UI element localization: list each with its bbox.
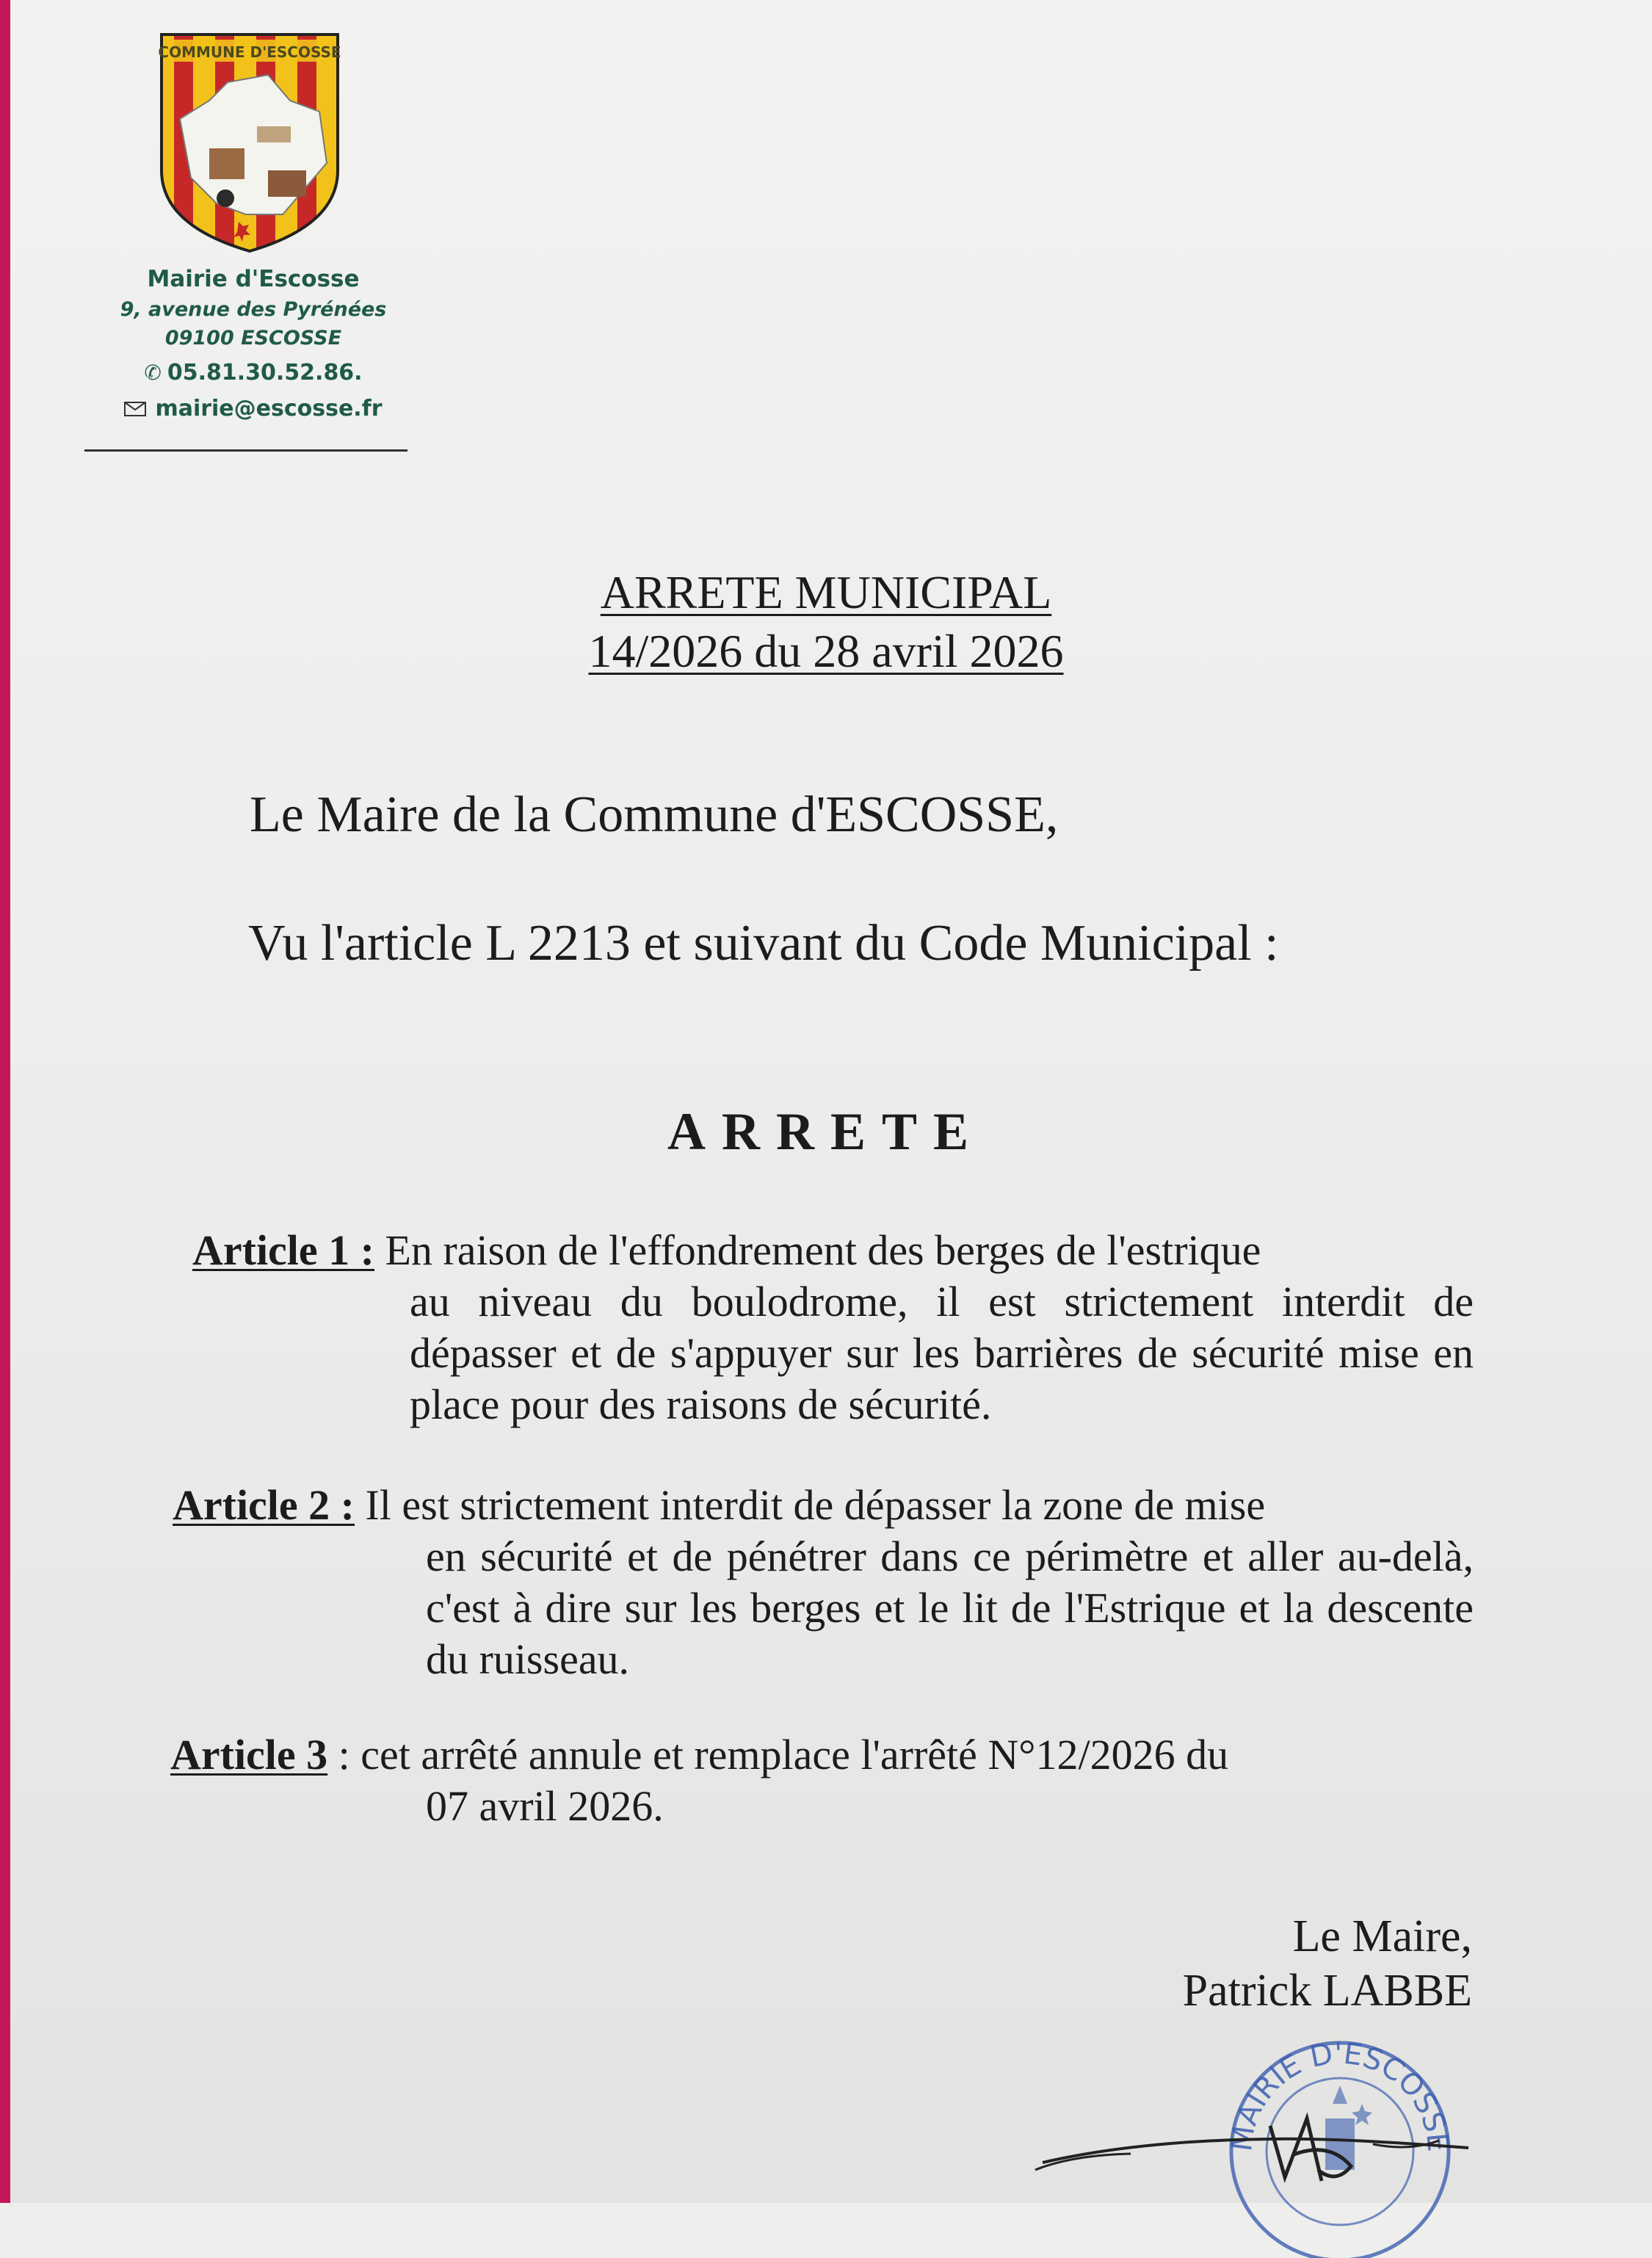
handwritten-signature: [1028, 2096, 1483, 2199]
mairie-email: mairie@escosse.fr: [155, 396, 383, 421]
signatory-role: Le Maire,: [1292, 1911, 1472, 1961]
mairie-name: Mairie d'Escosse: [147, 266, 360, 292]
article-text-rest: en sécurité et de pénétrer dans ce périmètre et aller au-delà, c'est à dire sur les berges et le lit de l'Estrique et la descente du ruisseau.: [426, 1533, 1474, 1683]
article-text-rest: 07 avril 2026.: [426, 1782, 664, 1830]
article-text-rest: au niveau du boulodrome, il est strictement interdit de dépasser et de s'appuyer sur les barrières de sécurité mise en place pour des raisons de sécurité.: [410, 1278, 1474, 1428]
commune-crest-logo: [158, 31, 341, 255]
article-3: [170, 1729, 1474, 1832]
article-separator: :: [327, 1731, 361, 1778]
signature-block: [1183, 1909, 1472, 2018]
mairie-phone-row: [81, 360, 426, 386]
mairie-email-row: [81, 396, 426, 421]
decree-title-line1: ARRETE MUNICIPAL: [600, 566, 1052, 618]
header-divider: [84, 449, 407, 452]
mairie-contact-block: [81, 266, 426, 421]
decree-heading: ARRETE: [667, 1102, 985, 1161]
crest-text: COMMUNE D'ESCOSSE: [158, 43, 341, 61]
envelope-icon: [124, 402, 146, 416]
mairie-street: 9, avenue des Pyrénées: [120, 298, 387, 321]
mairie-phone: 05.81.30.52.86.: [167, 360, 363, 386]
decree-title-line2: 14/2026 du 28 avril 2026: [588, 625, 1064, 677]
stamp-text: MAIRIE D'ESCOSSE: [1225, 2036, 1455, 2154]
decree-number: [0, 624, 1652, 679]
preamble-maire: Le Maire de la Commune d'ESCOSSE,: [250, 786, 1059, 843]
article-label: Article 3: [170, 1731, 328, 1778]
decree-title: [0, 565, 1652, 620]
mairie-city: 09100 ESCOSSE: [164, 327, 342, 350]
preamble-vu: Vu l'article L 2213 et suivant du Code Municipal :: [248, 915, 1279, 971]
article-label: Article 2 :: [173, 1481, 355, 1529]
article-text-first: cet arrêté annule et remplace l'arrêté N°12/2026 du: [361, 1731, 1229, 1778]
phone-icon: ✆: [144, 361, 162, 385]
article-1: [192, 1225, 1474, 1430]
article-2: [173, 1480, 1474, 1685]
article-text-first: En raison de l'effondrement des berges de l'estrique: [385, 1226, 1261, 1274]
article-label: Article 1 :: [192, 1226, 374, 1274]
article-text-first: Il est strictement interdit de dépasser la zone de mise: [365, 1481, 1266, 1529]
signatory-name: Patrick LABBE: [1182, 1966, 1472, 2016]
